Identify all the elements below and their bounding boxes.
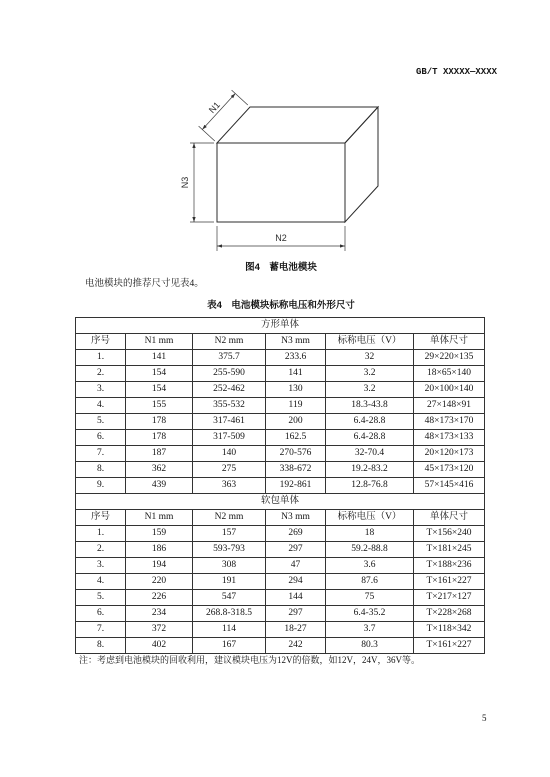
cell-voltage: 75 xyxy=(326,590,414,606)
cell-cell-size: T×156×240 xyxy=(414,526,485,542)
cell-n1: 187 xyxy=(126,446,193,462)
cell-n2: 317-509 xyxy=(193,430,266,446)
cell-n2: 114 xyxy=(193,622,266,638)
cell-voltage: 3.6 xyxy=(326,558,414,574)
cell-n2: 308 xyxy=(193,558,266,574)
table-note: 注：考虑到电池模块的回收利用，建议模块电压为12V的倍数，如12V，24V，36V等。 xyxy=(79,655,420,665)
cell-n3: 233.6 xyxy=(266,350,326,366)
cell-n2: 355-532 xyxy=(193,398,266,414)
table-row xyxy=(76,622,485,638)
cell-n1: 159 xyxy=(126,526,193,542)
table-row xyxy=(76,478,485,494)
cell-cell-size: 29×220×135 xyxy=(414,350,485,366)
table-header-row xyxy=(76,510,485,526)
cell-n2: 157 xyxy=(193,526,266,542)
cell-index: 1. xyxy=(76,526,126,542)
cell-n3: 130 xyxy=(266,382,326,398)
col-header-n1: N1 mm xyxy=(126,510,193,526)
box-side-face xyxy=(345,107,378,222)
cell-n2: 268.8-318.5 xyxy=(193,606,266,622)
cell-n1: 186 xyxy=(126,542,193,558)
cell-index: 6. xyxy=(76,430,126,446)
figure-caption: 图4 蓄电池模块 xyxy=(245,262,317,273)
box-top-face xyxy=(217,107,378,143)
cell-cell-size: 57×145×416 xyxy=(414,478,485,494)
col-header-index: 序号 xyxy=(76,334,126,350)
cell-voltage: 18.3-43.8 xyxy=(326,398,414,414)
cell-index: 4. xyxy=(76,574,126,590)
table-row xyxy=(76,542,485,558)
cell-n3: 144 xyxy=(266,590,326,606)
cell-n2: 317-461 xyxy=(193,414,266,430)
cell-n1: 194 xyxy=(126,558,193,574)
cell-n1: 178 xyxy=(126,414,193,430)
cell-index: 8. xyxy=(76,462,126,478)
cell-index: 3. xyxy=(76,382,126,398)
cell-index: 6. xyxy=(76,606,126,622)
cell-index: 3. xyxy=(76,558,126,574)
cell-voltage: 3.2 xyxy=(326,382,414,398)
col-header-cell-size: 单体尺寸 xyxy=(414,334,485,350)
cell-n3: 141 xyxy=(266,366,326,382)
table-row xyxy=(76,382,485,398)
cell-n1: 154 xyxy=(126,366,193,382)
cell-n3: 192-861 xyxy=(266,478,326,494)
section-title-pouch: 软包单体 xyxy=(76,494,485,510)
cell-n2: 167 xyxy=(193,638,266,654)
cell-voltage: 6.4-35.2 xyxy=(326,606,414,622)
cell-index: 2. xyxy=(76,542,126,558)
cell-n1: 154 xyxy=(126,382,193,398)
cell-cell-size: 45×173×120 xyxy=(414,462,485,478)
n1-extension-line-start xyxy=(199,126,215,141)
cell-voltage: 80.3 xyxy=(326,638,414,654)
cell-n2: 547 xyxy=(193,590,266,606)
cell-index: 2. xyxy=(76,366,126,382)
battery-module-diagram xyxy=(170,85,400,255)
col-header-voltage: 标称电压（V） xyxy=(326,510,414,526)
cell-n3: 200 xyxy=(266,414,326,430)
table-row xyxy=(76,398,485,414)
cell-index: 9. xyxy=(76,478,126,494)
col-header-n2: N2 mm xyxy=(193,334,266,350)
cell-cell-size: 20×100×140 xyxy=(414,382,485,398)
intro-paragraph: 电池模块的推荐尺寸见表4。 xyxy=(85,279,204,289)
cell-cell-size: 20×120×173 xyxy=(414,446,485,462)
page-number: 5 xyxy=(482,713,487,723)
cell-n3: 269 xyxy=(266,526,326,542)
cell-cell-size: T×161×227 xyxy=(414,574,485,590)
table-row xyxy=(76,526,485,542)
cell-n3: 338-672 xyxy=(266,462,326,478)
cell-n3: 242 xyxy=(266,638,326,654)
cell-n3: 297 xyxy=(266,542,326,558)
cell-voltage: 18 xyxy=(326,526,414,542)
cell-n1: 155 xyxy=(126,398,193,414)
document-code: GB/T XXXXX—XXXX xyxy=(415,67,497,77)
cell-n2: 275 xyxy=(193,462,266,478)
cell-voltage: 32 xyxy=(326,350,414,366)
table-row xyxy=(76,574,485,590)
table-row xyxy=(76,462,485,478)
col-header-index: 序号 xyxy=(76,510,126,526)
cell-voltage: 59.2-88.8 xyxy=(326,542,414,558)
cell-index: 5. xyxy=(76,590,126,606)
n1-dimension-line xyxy=(202,94,235,130)
cell-index: 7. xyxy=(76,622,126,638)
box-front-face xyxy=(217,143,345,222)
cell-n3: 162.5 xyxy=(266,430,326,446)
table-row xyxy=(76,638,485,654)
cell-n1: 402 xyxy=(126,638,193,654)
table-row xyxy=(76,414,485,430)
cell-voltage: 32-70.4 xyxy=(326,446,414,462)
cell-cell-size: T×228×268 xyxy=(414,606,485,622)
cell-n1: 372 xyxy=(126,622,193,638)
section-row xyxy=(76,318,485,334)
cell-n2: 191 xyxy=(193,574,266,590)
section-title-prismatic: 方形单体 xyxy=(76,318,485,334)
table-row xyxy=(76,366,485,382)
cell-n1: 439 xyxy=(126,478,193,494)
cell-n2: 593-793 xyxy=(193,542,266,558)
cell-n2: 363 xyxy=(193,478,266,494)
col-header-voltage: 标称电压（V） xyxy=(326,334,414,350)
table-caption: 表4 电池模块标称电压和外形尺寸 xyxy=(207,300,355,311)
cell-cell-size: 48×173×133 xyxy=(414,430,485,446)
cell-n3: 270-576 xyxy=(266,446,326,462)
cell-n1: 226 xyxy=(126,590,193,606)
cell-index: 1. xyxy=(76,350,126,366)
cell-voltage: 19.2-83.2 xyxy=(326,462,414,478)
cell-n1: 178 xyxy=(126,430,193,446)
cell-n3: 297 xyxy=(266,606,326,622)
cell-cell-size: T×118×342 xyxy=(414,622,485,638)
col-header-n1: N1 mm xyxy=(126,334,193,350)
cell-voltage: 12.8-76.8 xyxy=(326,478,414,494)
dimension-n1 xyxy=(199,90,248,141)
cell-cell-size: 18×65×140 xyxy=(414,366,485,382)
n3-label: N3 xyxy=(180,176,190,189)
col-header-cell-size: 单体尺寸 xyxy=(414,510,485,526)
table-header-row xyxy=(76,334,485,350)
cell-voltage: 6.4-28.8 xyxy=(326,430,414,446)
cell-index: 7. xyxy=(76,446,126,462)
cell-n1: 220 xyxy=(126,574,193,590)
cell-n1: 141 xyxy=(126,350,193,366)
table-row xyxy=(76,350,485,366)
cell-index: 8. xyxy=(76,638,126,654)
cell-n1: 234 xyxy=(126,606,193,622)
table-row xyxy=(76,590,485,606)
cell-n2: 375.7 xyxy=(193,350,266,366)
n2-label: N2 xyxy=(275,233,287,243)
col-header-n3: N3 mm xyxy=(266,510,326,526)
col-header-n3: N3 mm xyxy=(266,334,326,350)
cell-n1: 362 xyxy=(126,462,193,478)
dimension-table xyxy=(75,317,485,654)
cell-cell-size: 48×173×170 xyxy=(414,414,485,430)
table-row xyxy=(76,606,485,622)
cell-cell-size: T×181×245 xyxy=(414,542,485,558)
cell-index: 4. xyxy=(76,398,126,414)
cell-cell-size: 27×148×91 xyxy=(414,398,485,414)
table-row xyxy=(76,558,485,574)
table-row xyxy=(76,446,485,462)
cell-voltage: 87.6 xyxy=(326,574,414,590)
cell-n2: 255-590 xyxy=(193,366,266,382)
cell-voltage: 6.4-28.8 xyxy=(326,414,414,430)
cell-cell-size: T×188×236 xyxy=(414,558,485,574)
cell-cell-size: T×161×227 xyxy=(414,638,485,654)
cell-voltage: 3.2 xyxy=(326,366,414,382)
cell-n2: 252-462 xyxy=(193,382,266,398)
cell-cell-size: T×217×127 xyxy=(414,590,485,606)
section-row xyxy=(76,494,485,510)
n1-label: N1 xyxy=(206,99,222,116)
cell-n3: 119 xyxy=(266,398,326,414)
cell-n2: 140 xyxy=(193,446,266,462)
dimension-n3 xyxy=(190,143,214,222)
table-row xyxy=(76,430,485,446)
cell-n3: 294 xyxy=(266,574,326,590)
module-box xyxy=(217,107,378,222)
cell-voltage: 3.7 xyxy=(326,622,414,638)
n1-extension-line-end xyxy=(232,90,248,105)
cell-n3: 18-27 xyxy=(266,622,326,638)
cell-n3: 47 xyxy=(266,558,326,574)
col-header-n2: N2 mm xyxy=(193,510,266,526)
cell-index: 5. xyxy=(76,414,126,430)
